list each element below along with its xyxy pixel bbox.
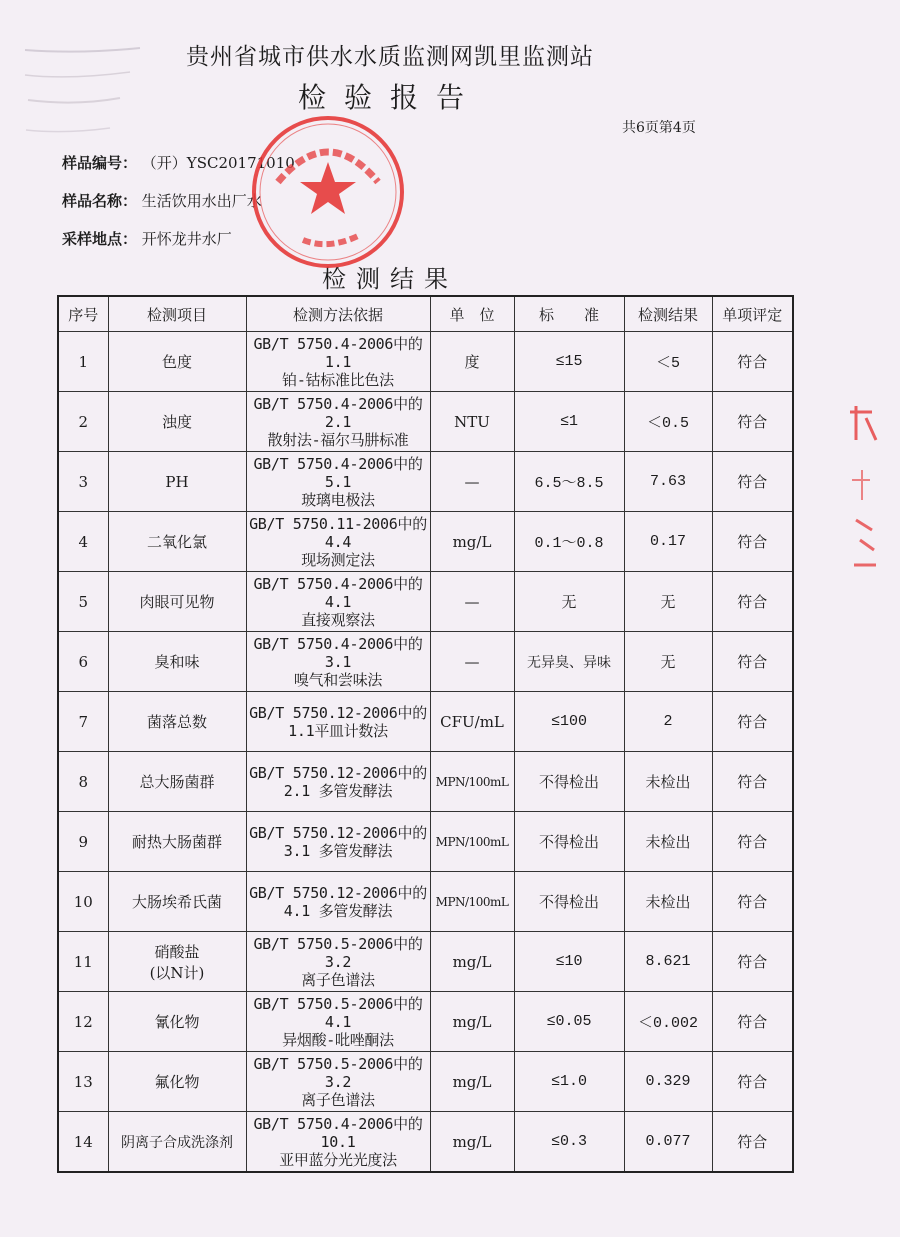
cell-standard: ≤15	[514, 332, 624, 392]
cell-item: 菌落总数	[108, 692, 246, 752]
cell-unit: MPN/100mL	[430, 872, 514, 932]
sample-number-row	[62, 152, 295, 173]
sample-name-value: 生活饮用水出厂水	[141, 192, 262, 210]
cell-verdict: 符合	[712, 992, 793, 1052]
results-section-title: 检测结果	[322, 265, 458, 293]
cell-result: 未检出	[624, 812, 712, 872]
edge-seal-fragment	[842, 400, 882, 580]
cell-result: ＜5	[624, 332, 712, 392]
method-line-1: GB/T 5750.12-2006中的	[249, 883, 427, 902]
cell-item: 氟化物	[108, 1052, 246, 1112]
cell-item: 二氧化氯	[108, 512, 246, 572]
results-table	[57, 295, 794, 1173]
cell-standard: ≤0.05	[514, 992, 624, 1052]
cell-standard: ≤1.0	[514, 1052, 624, 1112]
header-result: 检测结果	[624, 296, 712, 332]
cell-no: 14	[58, 1112, 108, 1173]
cell-no: 7	[58, 692, 108, 752]
cell-result: ＜0.5	[624, 392, 712, 452]
cell-standard: 6.5～8.5	[514, 452, 624, 512]
method-line-2: 2.1 多管发酵法	[283, 781, 393, 800]
cell-method	[246, 752, 430, 812]
sample-location-value: 开怀龙井水厂	[141, 230, 232, 248]
cell-result: 2	[624, 692, 712, 752]
method-line-2: 亚甲蓝分光光度法	[279, 1150, 397, 1169]
method-line-2: 直接观察法	[301, 610, 375, 629]
cell-standard: ≤1	[514, 392, 624, 452]
cell-unit: mg/L	[430, 1112, 514, 1173]
header-standard: 标 准	[514, 296, 624, 332]
method-line-1: GB/T 5750.5-2006中的4.1	[253, 994, 423, 1031]
table-row	[58, 872, 793, 932]
cell-item: 阴离子合成洗涤剂	[108, 1112, 246, 1173]
cell-result: 未检出	[624, 752, 712, 812]
cell-verdict: 符合	[712, 692, 793, 752]
cell-result: 8.621	[624, 932, 712, 992]
method-line-2: 散射法-福尔马肼标准	[267, 430, 409, 449]
cell-no: 11	[58, 932, 108, 992]
cell-no: 12	[58, 992, 108, 1052]
cell-method	[246, 572, 430, 632]
item-line-2: (以N计)	[149, 963, 205, 982]
method-line-1: GB/T 5750.4-2006中的4.1	[253, 574, 423, 611]
method-line-2: 3.1 多管发酵法	[283, 841, 393, 860]
table-row	[58, 632, 793, 692]
cell-verdict: 符合	[712, 932, 793, 992]
cell-item: 肉眼可见物	[108, 572, 246, 632]
organization-title: 贵州省城市供水水质监测网凯里监测站	[186, 44, 594, 70]
cell-verdict: 符合	[712, 752, 793, 812]
method-line-2: 离子色谱法	[301, 1090, 375, 1109]
cell-unit: NTU	[430, 392, 514, 452]
method-line-2: 1.1平皿计数法	[288, 721, 388, 740]
cell-no: 4	[58, 512, 108, 572]
cell-unit: mg/L	[430, 1052, 514, 1112]
method-line-2: 铂-钴标准比色法	[282, 370, 394, 389]
method-line-1: GB/T 5750.12-2006中的	[249, 703, 427, 722]
header-item: 检测项目	[108, 296, 246, 332]
method-line-2: 嗅气和尝味法	[293, 670, 383, 689]
method-line-1: GB/T 5750.5-2006中的3.2	[253, 934, 423, 971]
sample-number-label: 样品编号：	[62, 154, 138, 172]
table-row	[58, 752, 793, 812]
cell-item: 浊度	[108, 392, 246, 452]
method-line-1: GB/T 5750.11-2006中的4.4	[249, 514, 427, 551]
method-line-1: GB/T 5750.4-2006中的5.1	[253, 454, 423, 491]
cell-unit: mg/L	[430, 512, 514, 572]
table-row	[58, 692, 793, 752]
method-line-1: GB/T 5750.12-2006中的	[249, 763, 427, 782]
cell-unit: mg/L	[430, 932, 514, 992]
cell-standard: 不得检出	[514, 872, 624, 932]
cell-no: 9	[58, 812, 108, 872]
cell-item: 耐热大肠菌群	[108, 812, 246, 872]
cell-unit: CFU/mL	[430, 692, 514, 752]
cell-standard: 不得检出	[514, 812, 624, 872]
cell-method	[246, 1112, 430, 1173]
method-line-1: GB/T 5750.4-2006中的10.1	[253, 1114, 423, 1151]
cell-item: 总大肠菌群	[108, 752, 246, 812]
cell-no: 2	[58, 392, 108, 452]
table-row	[58, 992, 793, 1052]
table-row	[58, 512, 793, 572]
header-unit: 单 位	[430, 296, 514, 332]
cell-method	[246, 692, 430, 752]
cell-no: 8	[58, 752, 108, 812]
cell-result: 7.63	[624, 452, 712, 512]
seal-star-icon	[300, 162, 356, 214]
sample-name-label: 样品名称：	[62, 192, 138, 210]
table-row	[58, 1052, 793, 1112]
cell-verdict: 符合	[712, 512, 793, 572]
table-row	[58, 812, 793, 872]
cell-standard: 0.1～0.8	[514, 512, 624, 572]
cell-no: 6	[58, 632, 108, 692]
table-row	[58, 392, 793, 452]
table-row	[58, 572, 793, 632]
sample-location-row	[62, 228, 232, 249]
table-row	[58, 1112, 793, 1173]
cell-no: 3	[58, 452, 108, 512]
cell-unit: mg/L	[430, 992, 514, 1052]
cell-standard: 无异臭、异味	[514, 632, 624, 692]
cell-verdict: 符合	[712, 1112, 793, 1173]
cell-verdict: 符合	[712, 1052, 793, 1112]
sample-name-row	[62, 190, 262, 211]
cell-result: 0.17	[624, 512, 712, 572]
table-header-row	[58, 296, 793, 332]
cell-method	[246, 632, 430, 692]
cell-unit: MPN/100mL	[430, 752, 514, 812]
table-row	[58, 452, 793, 512]
method-line-1: GB/T 5750.5-2006中的3.2	[253, 1054, 423, 1091]
cell-verdict: 符合	[712, 872, 793, 932]
cell-verdict: 符合	[712, 452, 793, 512]
cell-unit: —	[430, 572, 514, 632]
cell-result: 未检出	[624, 872, 712, 932]
method-line-2: 异烟酸-吡唑酮法	[282, 1030, 394, 1049]
report-title: 检验报告	[297, 81, 482, 114]
cell-verdict: 符合	[712, 812, 793, 872]
cell-no: 13	[58, 1052, 108, 1112]
cell-verdict: 符合	[712, 632, 793, 692]
cell-method	[246, 812, 430, 872]
table-row	[58, 332, 793, 392]
official-seal	[248, 112, 408, 272]
header-no: 序号	[58, 296, 108, 332]
sample-number-value: （开）YSC20171010	[141, 154, 295, 172]
method-line-2: 玻璃电极法	[301, 490, 375, 509]
cell-result: 0.329	[624, 1052, 712, 1112]
method-line-2: 现场测定法	[301, 550, 375, 569]
header-method: 检测方法依据	[246, 296, 430, 332]
cell-verdict: 符合	[712, 392, 793, 452]
table-row	[58, 932, 793, 992]
method-line-1: GB/T 5750.4-2006中的3.1	[253, 634, 423, 671]
cell-unit: —	[430, 632, 514, 692]
method-line-1: GB/T 5750.12-2006中的	[249, 823, 427, 842]
header-verdict: 单项评定	[712, 296, 793, 332]
cell-no: 5	[58, 572, 108, 632]
cell-result: ＜0.002	[624, 992, 712, 1052]
cell-method	[246, 512, 430, 572]
method-line-1: GB/T 5750.4-2006中的1.1	[253, 334, 423, 371]
cell-method	[246, 1052, 430, 1112]
cell-method	[246, 392, 430, 452]
cell-standard: 不得检出	[514, 752, 624, 812]
cell-item: 臭和味	[108, 632, 246, 692]
page-indicator: 共6页第4页	[622, 120, 696, 136]
cell-unit: —	[430, 452, 514, 512]
cell-result: 无	[624, 632, 712, 692]
cell-standard: 无	[514, 572, 624, 632]
method-line-2: 离子色谱法	[301, 970, 375, 989]
cell-item: PH	[108, 452, 246, 512]
cell-standard: ≤0.3	[514, 1112, 624, 1173]
cell-unit: MPN/100mL	[430, 812, 514, 872]
cell-result: 0.077	[624, 1112, 712, 1173]
cell-item: 大肠埃希氏菌	[108, 872, 246, 932]
cell-verdict: 符合	[712, 332, 793, 392]
method-line-2: 4.1 多管发酵法	[283, 901, 393, 920]
cell-standard: ≤10	[514, 932, 624, 992]
cell-item: 色度	[108, 332, 246, 392]
method-line-1: GB/T 5750.4-2006中的2.1	[253, 394, 423, 431]
sample-location-label: 采样地点：	[62, 230, 138, 248]
cell-method	[246, 332, 430, 392]
cell-verdict: 符合	[712, 572, 793, 632]
cell-standard: ≤100	[514, 692, 624, 752]
cell-item	[108, 932, 246, 992]
cell-no: 10	[58, 872, 108, 932]
cell-unit: 度	[430, 332, 514, 392]
cell-method	[246, 932, 430, 992]
cell-method	[246, 452, 430, 512]
cell-no: 1	[58, 332, 108, 392]
item-line-1: 硝酸盐	[154, 942, 200, 961]
cell-method	[246, 872, 430, 932]
cell-result: 无	[624, 572, 712, 632]
cell-method	[246, 992, 430, 1052]
cell-item: 氰化物	[108, 992, 246, 1052]
